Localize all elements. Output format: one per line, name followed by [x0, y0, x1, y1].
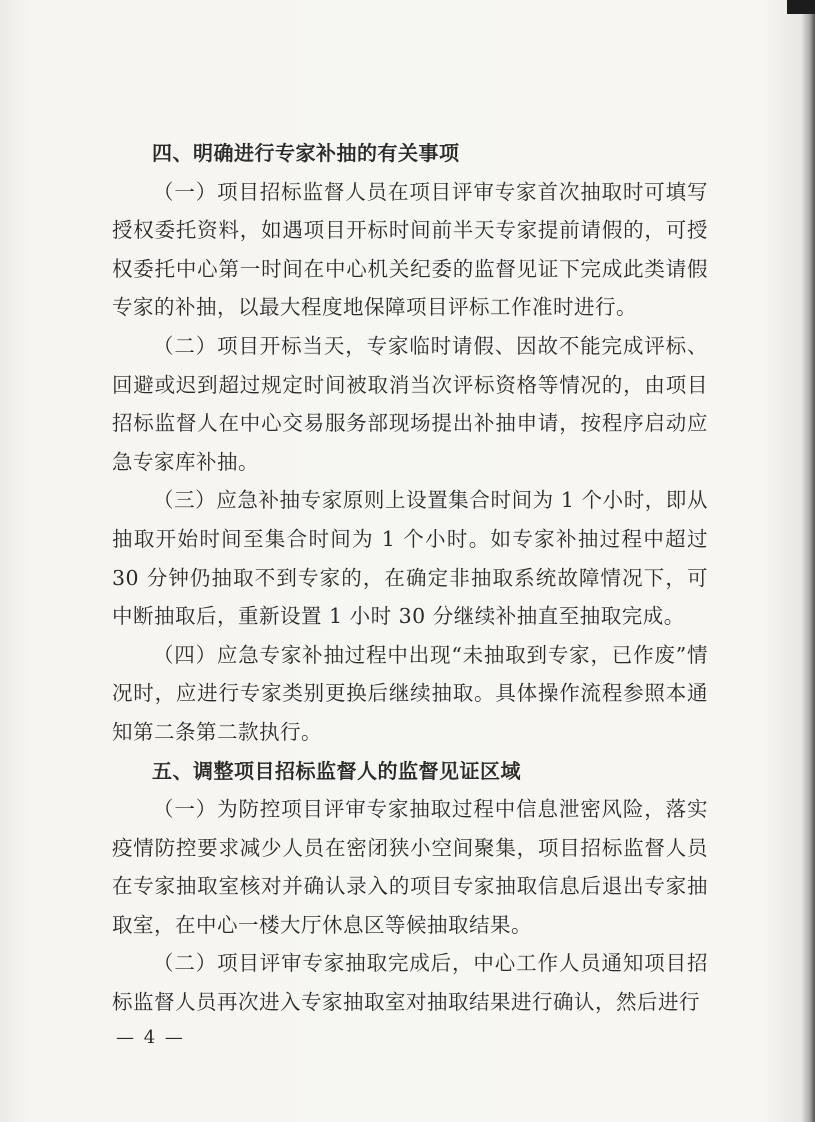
section-heading-4: 四、明确进行专家补抽的有关事项	[152, 141, 460, 165]
scan-corner	[787, 0, 815, 14]
paragraph-4-4: （四）应急专家补抽过程中出现“未抽取到专家，已作废”情况时，应进行专家类别更换后继续抽取。具体操作流程参照本通知第二条第二款执行。	[112, 642, 708, 744]
document-body	[112, 134, 708, 1022]
paragraph-5-1: （一）为防控项目评审专家抽取过程中信息泄密风险，落实疫情防控要求减少人员在密闭狭小空间聚集，项目招标监督人员在专家抽取室核对并确认录入的项目专家抽取信息后退出专家抽取室，在中心一楼大厅休息区等候抽取结果。	[112, 797, 708, 937]
paragraph-4-3: （三）应急补抽专家原则上设置集合时间为 1 个小时，即从抽取开始时间至集合时间为 1 个小时。如专家补抽过程中超过 30 分钟仍抽取不到专家的，在确定非抽取系统故障情况下，可中断抽取后，重新设置 1 小时 30 分继续补抽直至抽取完成。	[112, 488, 708, 629]
paragraph-4-2: （二）项目开标当天，专家临时请假、因故不能完成评标、回避或迟到超过规定时间被取消当次评标资格等情况的，由项目招标监督人在中心交易服务部现场提出补抽申请，按程序启动应急专家库补抽。	[112, 333, 708, 474]
scan-edge-shadow	[801, 0, 815, 1122]
paragraph-4-1: （一）项目招标监督人员在项目评审专家首次抽取时可填写授权委托资料，如遇项目开标时间前半天专家提前请假的，可授权委托中心第一时间在中心机关纪委的监督见证下完成此类请假专家的补抽，以最大程度地保障项目评标工作准时进行。	[112, 179, 708, 320]
section-heading-5: 五、调整项目招标监督人的监督见证区域	[152, 758, 521, 783]
paragraph-5-2: （二）项目评审专家抽取完成后，中心工作人员通知项目招标监督人员再次进入专家抽取室对抽取结果进行确认，然后进行	[112, 951, 708, 1015]
page-number: — 4 —	[116, 1027, 185, 1048]
